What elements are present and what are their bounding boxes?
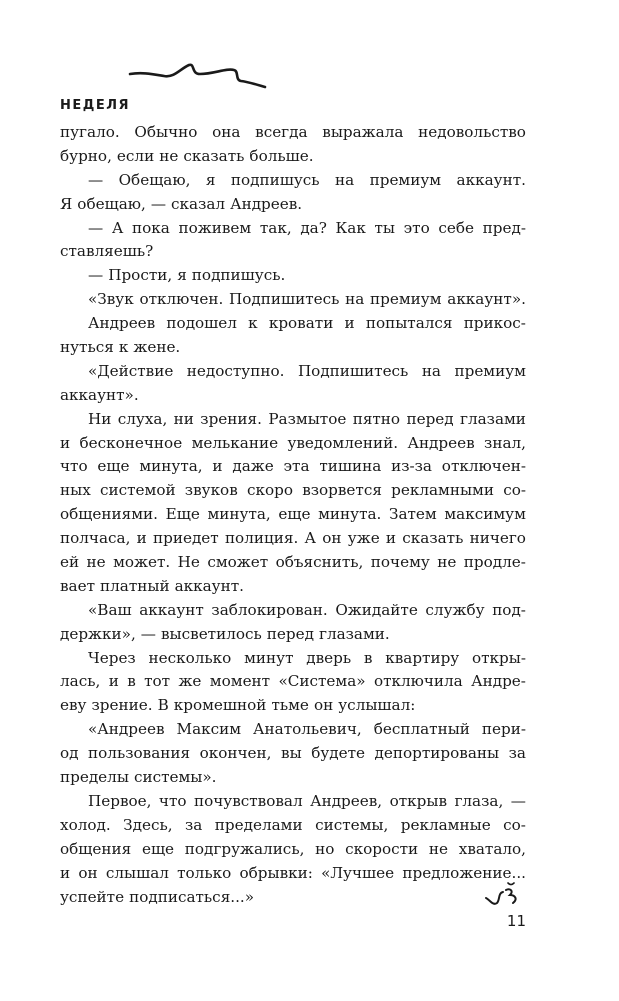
- word: держки»,: [60, 624, 136, 643]
- word: не: [428, 839, 449, 858]
- word: службу: [425, 600, 485, 619]
- text-line: [60, 455, 526, 479]
- word: «Система»: [278, 672, 366, 691]
- word: Максим: [176, 720, 242, 739]
- word: не: [86, 553, 106, 572]
- word: он: [78, 863, 98, 882]
- word: подписаться...»: [129, 887, 255, 906]
- word: Подпишитесь: [297, 361, 409, 380]
- word: Андреев: [88, 314, 156, 333]
- word: и: [385, 529, 397, 548]
- word: аккаунт: [139, 600, 204, 619]
- word: Ни: [88, 409, 112, 428]
- word: в: [363, 648, 373, 667]
- word: почему: [370, 553, 430, 572]
- word: и: [212, 457, 223, 476]
- word: ни: [173, 409, 194, 428]
- brush-stroke-ornament: [484, 880, 524, 908]
- word: что: [158, 791, 187, 810]
- word: откры-: [472, 648, 526, 667]
- word: Андреев: [407, 433, 475, 452]
- word: слуха,: [117, 409, 168, 428]
- word: пока: [132, 218, 170, 237]
- word: Андреев,: [310, 791, 383, 810]
- text-line: [60, 527, 526, 551]
- word: минута.: [318, 505, 382, 524]
- word: прикос-: [463, 314, 526, 333]
- text-line: [60, 312, 526, 336]
- word: Я: [60, 194, 73, 213]
- text-line: [60, 336, 526, 360]
- word: холод.: [60, 815, 111, 834]
- word: Еще: [165, 505, 200, 524]
- word: даже: [232, 457, 274, 476]
- word: ничего: [469, 529, 526, 548]
- text-line: [60, 503, 526, 527]
- word: полчаса,: [60, 529, 131, 548]
- text-line: [60, 575, 526, 599]
- text-line: [60, 408, 526, 432]
- word: еще: [278, 505, 311, 524]
- word: системы».: [133, 768, 217, 787]
- word: объяснить,: [275, 553, 364, 572]
- word: она: [212, 123, 241, 141]
- word: почувствовал: [193, 791, 303, 810]
- word: продле-: [463, 553, 526, 572]
- word: скоро: [246, 481, 293, 500]
- word: пользования: [88, 744, 191, 763]
- word: вы: [281, 744, 302, 763]
- word: себе: [438, 218, 475, 237]
- word: Подпишитесь: [229, 290, 340, 309]
- word: максимум: [444, 505, 526, 524]
- brush-stroke-ornament: [128, 60, 268, 100]
- word: глазами.: [318, 624, 390, 643]
- word: на: [345, 290, 365, 309]
- word: вает: [60, 576, 95, 595]
- word: Через: [88, 648, 136, 667]
- word: взорвется: [302, 481, 382, 500]
- word: да?: [300, 218, 327, 237]
- word: тьме: [271, 696, 309, 715]
- word: момент: [209, 672, 271, 691]
- word: тот: [144, 672, 171, 691]
- text-line: [60, 240, 526, 264]
- text-line: [60, 360, 526, 384]
- word: глаза,: [454, 791, 504, 810]
- word: же: [178, 672, 202, 691]
- word: обрывки:: [239, 863, 313, 882]
- word: пред-: [482, 218, 526, 237]
- word: зрения.: [200, 409, 262, 428]
- word: приедет: [153, 529, 219, 548]
- word: всегда: [255, 123, 308, 141]
- word: попытался: [365, 314, 453, 333]
- word: зрение.: [91, 696, 153, 715]
- word: что: [60, 457, 88, 476]
- word: перед: [406, 409, 454, 428]
- word: обещаю,: [77, 194, 146, 213]
- word: пугало.: [60, 123, 120, 141]
- text-line: [60, 886, 526, 910]
- word: со-: [503, 815, 526, 834]
- word: —: [140, 624, 156, 643]
- word: мелькание: [191, 433, 279, 452]
- word: бесплатный: [373, 720, 470, 739]
- word: и: [60, 863, 71, 882]
- word: кровати: [268, 314, 334, 333]
- word: тишина: [319, 457, 382, 476]
- word: пределы: [60, 768, 129, 787]
- word: и: [136, 529, 147, 548]
- word: аккаунт».: [447, 290, 526, 309]
- word: перед: [266, 624, 314, 643]
- text-line: [60, 193, 526, 217]
- word: аккаунт.: [456, 170, 526, 189]
- word: это: [403, 218, 430, 237]
- word: рекламные: [400, 815, 491, 834]
- word: «Лучшее: [321, 863, 395, 882]
- word: минута,: [139, 457, 203, 476]
- word: пределами: [214, 815, 303, 834]
- word: уведомлений.: [287, 433, 399, 452]
- word: Обещаю,: [118, 170, 191, 189]
- word: и: [344, 314, 355, 333]
- word: открыв: [389, 791, 447, 810]
- word: пятно: [352, 409, 401, 428]
- word: Как: [335, 218, 366, 237]
- text-line: [60, 766, 526, 790]
- word: «Звук: [88, 290, 134, 309]
- word: слышал: [105, 863, 169, 882]
- word: в: [127, 672, 136, 691]
- word: —: [510, 791, 526, 810]
- word: ставляешь?: [60, 242, 154, 261]
- word: под-: [492, 600, 526, 619]
- word: ты: [374, 218, 395, 237]
- text-line: [60, 742, 526, 766]
- word: на: [334, 170, 355, 189]
- text-line: [60, 384, 526, 408]
- word: подпишусь: [230, 170, 320, 189]
- word: сможет: [207, 553, 269, 572]
- running-head: НЕДЕЛЯ: [60, 98, 131, 113]
- word: еще: [141, 839, 175, 858]
- body-text: [60, 121, 526, 909]
- word: А: [304, 529, 317, 548]
- word: нуться: [60, 338, 114, 357]
- word: —: [150, 194, 166, 213]
- word: пери-: [481, 720, 526, 739]
- word: А: [111, 218, 124, 237]
- text-line: [60, 288, 526, 312]
- text-line: [60, 121, 526, 145]
- word: за: [508, 744, 526, 763]
- text-line: [60, 145, 526, 169]
- text-line: [60, 718, 526, 742]
- text-line: [60, 814, 526, 838]
- word: В: [157, 696, 169, 715]
- word: и: [108, 672, 119, 691]
- text-line: [60, 862, 526, 886]
- word: лась,: [60, 672, 101, 691]
- word: «Ваш: [88, 600, 132, 619]
- text-line: [60, 623, 526, 647]
- word: знал,: [484, 433, 526, 452]
- word: Не: [177, 553, 200, 572]
- word: Ожидайте: [335, 600, 418, 619]
- word: к: [118, 338, 129, 357]
- word: звуков: [184, 481, 238, 500]
- word: Андреев.: [230, 194, 303, 213]
- word: отключен.: [139, 290, 224, 309]
- word: премиум: [370, 290, 442, 309]
- word: од: [60, 744, 79, 763]
- word: премиум: [369, 170, 442, 189]
- word: только: [177, 863, 232, 882]
- word: эта: [283, 457, 310, 476]
- word: аккаунт».: [60, 385, 139, 404]
- word: Андре-: [471, 672, 526, 691]
- word: уже: [347, 529, 380, 548]
- word: ей: [60, 553, 80, 572]
- word: Затем: [389, 505, 437, 524]
- text-line: [60, 551, 526, 575]
- word: больше.: [249, 146, 314, 165]
- word: аккаунт.: [174, 576, 244, 595]
- word: высветилось: [161, 624, 262, 643]
- word: —: [88, 266, 104, 285]
- word: Размытое: [268, 409, 347, 428]
- text-line: [60, 432, 526, 456]
- word: подпишусь.: [191, 266, 286, 285]
- text-line: [60, 217, 526, 241]
- word: он: [313, 696, 334, 715]
- word: заблокирован.: [211, 600, 328, 619]
- word: «Андреев: [88, 720, 165, 739]
- word: системой: [99, 481, 176, 500]
- word: Прости,: [108, 266, 173, 285]
- word: подошел: [166, 314, 237, 333]
- word: успейте: [60, 887, 125, 906]
- word: Здесь,: [123, 815, 173, 834]
- word: несколько: [148, 648, 232, 667]
- word: если: [116, 146, 155, 165]
- word: так,: [259, 218, 292, 237]
- word: выражала: [322, 123, 404, 141]
- word: глазами: [460, 409, 526, 428]
- word: рекламными: [391, 481, 494, 500]
- text-line: [60, 694, 526, 718]
- word: еще: [97, 457, 130, 476]
- text-line: [60, 479, 526, 503]
- word: недовольство: [418, 123, 526, 141]
- word: и: [60, 433, 71, 452]
- word: хватало,: [458, 839, 526, 858]
- word: скорости: [345, 839, 419, 858]
- word: кромешной: [173, 696, 267, 715]
- word: платный: [100, 576, 170, 595]
- word: ных: [60, 481, 91, 500]
- word: «Действие: [88, 361, 174, 380]
- word: подгружались,: [184, 839, 305, 858]
- word: Анатольевич,: [253, 720, 362, 739]
- word: услышал:: [338, 696, 416, 715]
- word: бесконечное: [79, 433, 183, 452]
- word: сказал: [171, 194, 226, 213]
- word: к: [248, 314, 258, 333]
- word: я: [177, 266, 187, 285]
- word: поживем: [178, 218, 252, 237]
- word: минут: [244, 648, 294, 667]
- word: дверь: [306, 648, 352, 667]
- word: отключила: [373, 672, 463, 691]
- word: будете: [311, 744, 366, 763]
- word: на: [421, 361, 441, 380]
- word: полиция.: [224, 529, 299, 548]
- text-line: [60, 264, 526, 288]
- word: сказать: [402, 529, 464, 548]
- word: из-за: [391, 457, 432, 476]
- text-line: [60, 599, 526, 623]
- word: недоступно.: [186, 361, 285, 380]
- word: минута,: [207, 505, 271, 524]
- word: жене.: [133, 338, 181, 357]
- text-line: [60, 169, 526, 193]
- word: еву: [60, 696, 87, 715]
- word: Обычно: [134, 123, 198, 141]
- word: не: [437, 553, 457, 572]
- word: со-: [503, 481, 526, 500]
- word: общения: [60, 839, 132, 858]
- word: общениями.: [60, 505, 158, 524]
- word: —: [88, 218, 104, 237]
- word: окончен,: [199, 744, 272, 763]
- word: премиум: [454, 361, 526, 380]
- word: сказать: [183, 146, 245, 165]
- word: я: [205, 170, 216, 189]
- word: он: [322, 529, 342, 548]
- word: не: [159, 146, 179, 165]
- word: системы,: [315, 815, 389, 834]
- word: отключен-: [441, 457, 526, 476]
- text-line: [60, 670, 526, 694]
- word: депортированы: [374, 744, 500, 763]
- word: но: [315, 839, 335, 858]
- word: бурно,: [60, 146, 112, 165]
- word: может.: [113, 553, 171, 572]
- word: —: [88, 170, 104, 189]
- word: квартиру: [385, 648, 460, 667]
- text-line: [60, 790, 526, 814]
- word: предложение...: [402, 863, 526, 882]
- text-line: [60, 647, 526, 671]
- word: за: [185, 815, 203, 834]
- page-number: 11: [506, 912, 526, 930]
- text-line: [60, 838, 526, 862]
- word: Первое,: [88, 791, 152, 810]
